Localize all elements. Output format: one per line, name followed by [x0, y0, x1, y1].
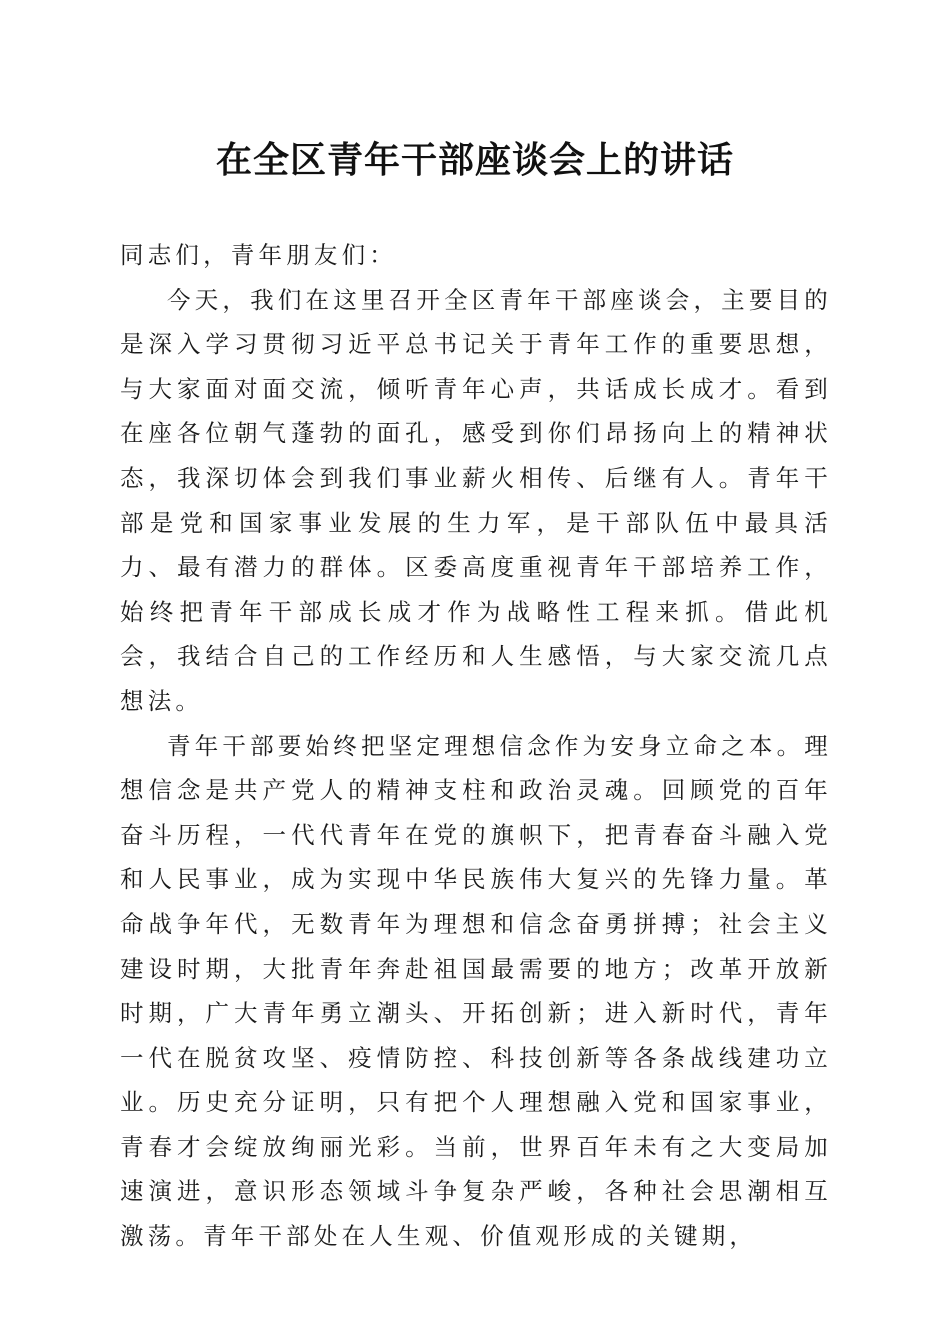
paragraph-2: 青年干部要始终把坚定理想信念作为安身立命之本。理想信念是共产党人的精神支柱和政治灵魂。回顾党的百年奋斗历程，一代代青年在党的旗帜下，把青春奋斗融入党和人民事业，成为实现中华民族伟大复兴的先锋力量。革命战争年代，无数青年为理想和信念奋勇拼搏；社会主义建设时期，大批青年奔赴祖国最需要的地方；改革开放新时期，广大青年勇立潮头、开拓创新；进入新时代，青年一代在脱贫攻坚、疫情防控、科技创新等各条战线建功立业。历史充分证明，只有把个人理想融入党和国家事业，青春才会绽放绚丽光彩。当前，世界百年未有之大变局加速演进，意识形态领域斗争复杂严峻，各种社会思潮相互激荡。青年干部处在人生观、价值观形成的关键期，: [120, 731, 832, 1251]
salutation: 同志们，青年朋友们：: [120, 241, 397, 269]
document-body: [120, 233, 832, 1259]
paragraph-1: 今天，我们在这里召开全区青年干部座谈会，主要目的是深入学习贯彻习近平总书记关于青年工作的重要思想，与大家面对面交流，倾听青年心声，共话成长成才。看到在座各位朝气蓬勃的面孔，感受到你们昂扬向上的精神状态，我深切体会到我们事业薪火相传、后继有人。青年干部是党和国家事业发展的生力军，是干部队伍中最具活力、最有潜力的群体。区委高度重视青年干部培养工作，始终把青年干部成长成才作为战略性工程来抓。借此机会，我结合自己的工作经历和人生感悟，与大家交流几点想法。: [120, 285, 832, 715]
document-title: 在全区青年干部座谈会上的讲话: [215, 139, 734, 181]
